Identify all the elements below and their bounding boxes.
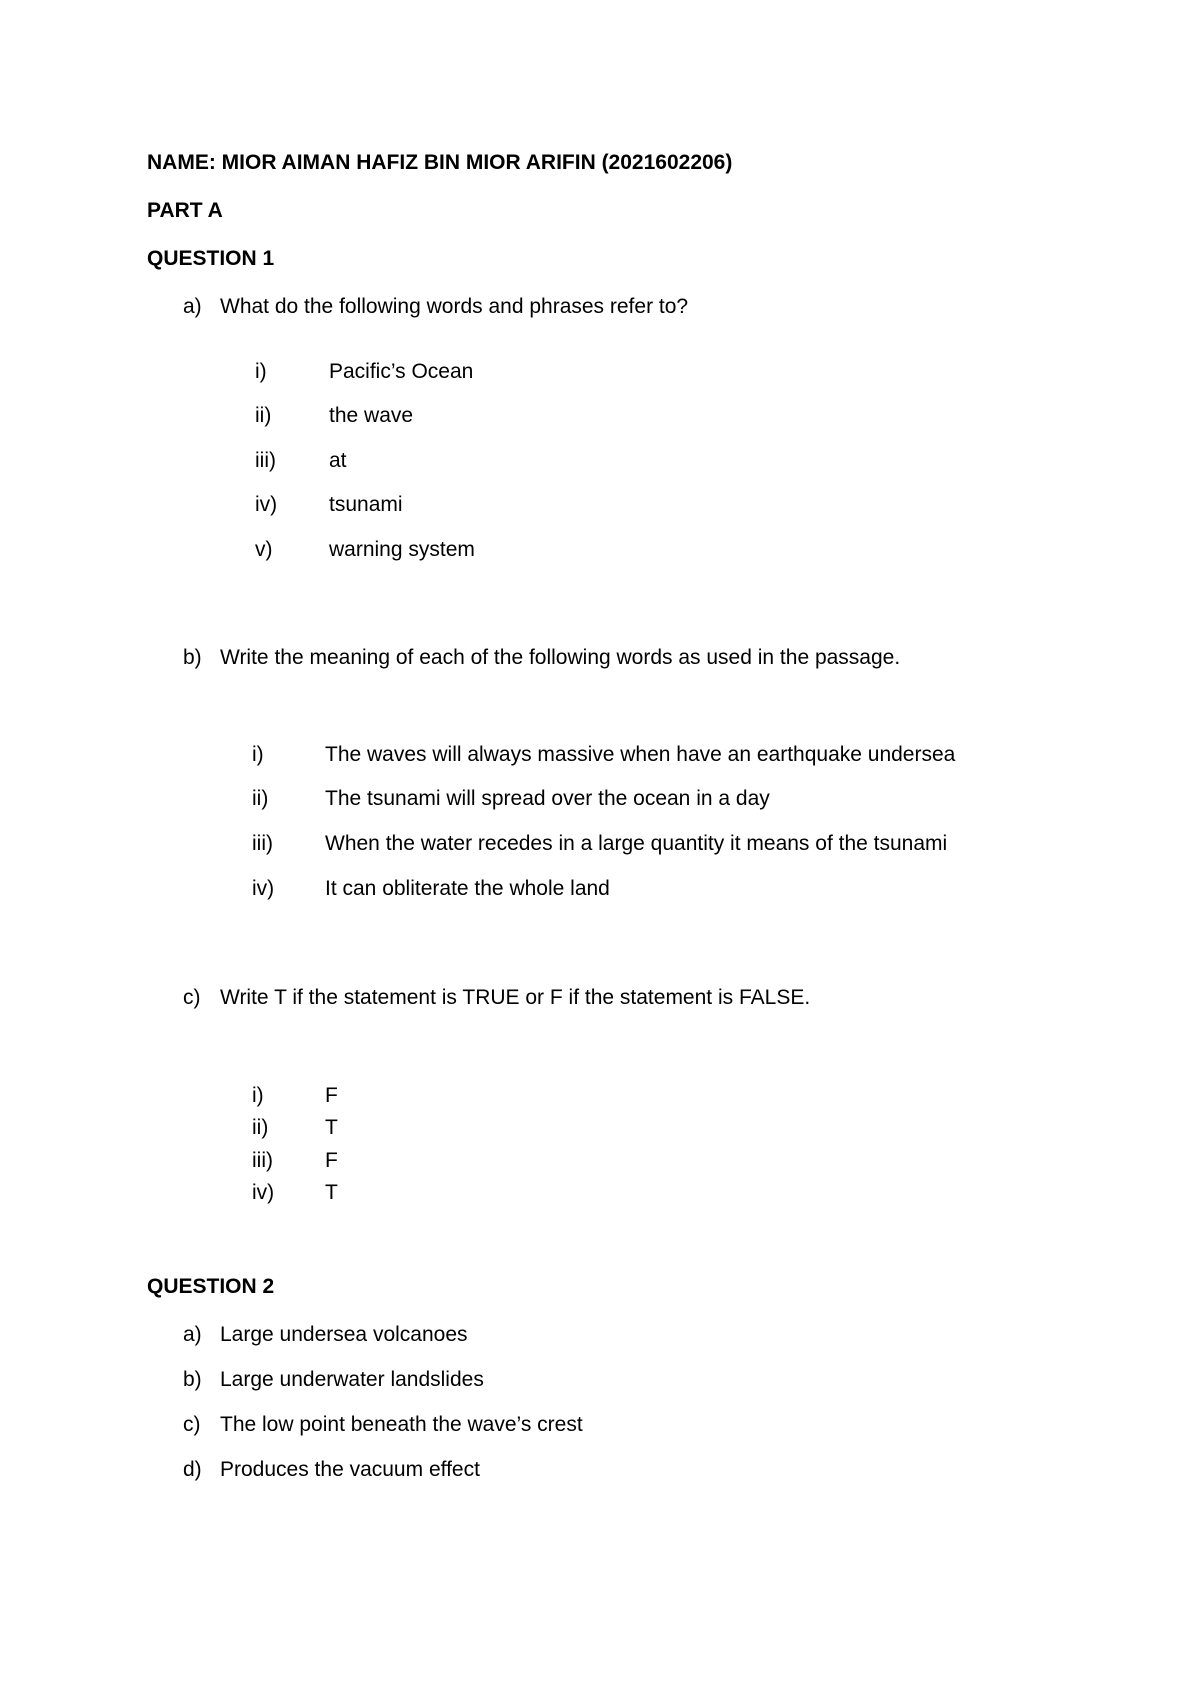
- q1c-item-answer: T: [325, 1181, 338, 1204]
- q1a-item-marker: iv): [255, 493, 278, 516]
- q1a-item-text: the wave: [329, 404, 414, 427]
- q1c-marker: c): [183, 986, 201, 1009]
- q1c-prompt: Write T if the statement is TRUE or F if the statement is FALSE.: [220, 986, 811, 1009]
- q2-item-marker: d): [183, 1458, 202, 1481]
- q1a-prompt: What do the following words and phrases refer to?: [220, 295, 689, 318]
- q2-item-marker: b): [183, 1368, 202, 1391]
- q1b-item-marker: i): [252, 743, 264, 766]
- q1b-prompt: Write the meaning of each of the following words as used in the passage.: [220, 646, 901, 669]
- q1b-item-marker: iii): [252, 832, 273, 855]
- q1c-item-marker: ii): [252, 1116, 269, 1139]
- q1c-item-answer: F: [325, 1084, 338, 1107]
- q1b-item-text: When the water recedes in a large quantity it means of the tsunami: [325, 832, 948, 855]
- q2-item-text: Produces the vacuum effect: [220, 1458, 480, 1481]
- q1b-marker: b): [183, 646, 202, 669]
- q1b-item-marker: ii): [252, 787, 269, 810]
- q1a-item-text: at: [329, 449, 347, 472]
- q1a-item-marker: ii): [255, 404, 272, 427]
- q1c-item-marker: iii): [252, 1149, 273, 1172]
- q2-item-marker: c): [183, 1413, 201, 1436]
- part-heading: PART A: [147, 199, 223, 222]
- q1c-item-marker: iv): [252, 1181, 275, 1204]
- q1a-item-marker: iii): [255, 449, 276, 472]
- q1c-item-marker: i): [252, 1084, 264, 1107]
- question-2-heading: QUESTION 2: [147, 1275, 275, 1298]
- q1a-item-marker: v): [255, 538, 273, 561]
- q1a-item-marker: i): [255, 360, 267, 383]
- q1a-item-text: warning system: [329, 538, 475, 561]
- q1b-item-marker: iv): [252, 877, 275, 900]
- q1a-item-text: tsunami: [329, 493, 403, 516]
- q1c-item-answer: F: [325, 1149, 338, 1172]
- q1c-item-answer: T: [325, 1116, 338, 1139]
- question-1-heading: QUESTION 1: [147, 247, 275, 270]
- q1a-item-text: Pacific’s Ocean: [329, 360, 474, 383]
- q1b-item-text: It can obliterate the whole land: [325, 877, 610, 900]
- q2-item-text: Large undersea volcanoes: [220, 1323, 468, 1346]
- q1b-item-text: The waves will always massive when have an earthquake undersea: [325, 743, 956, 766]
- q1a-marker: a): [183, 295, 202, 318]
- q2-item-text: The low point beneath the wave’s crest: [220, 1413, 583, 1436]
- q1b-item-text: The tsunami will spread over the ocean in a day: [325, 787, 770, 810]
- q2-item-text: Large underwater landslides: [220, 1368, 484, 1391]
- q2-item-marker: a): [183, 1323, 202, 1346]
- student-name-line: NAME: MIOR AIMAN HAFIZ BIN MIOR ARIFIN (2021602206): [147, 151, 733, 174]
